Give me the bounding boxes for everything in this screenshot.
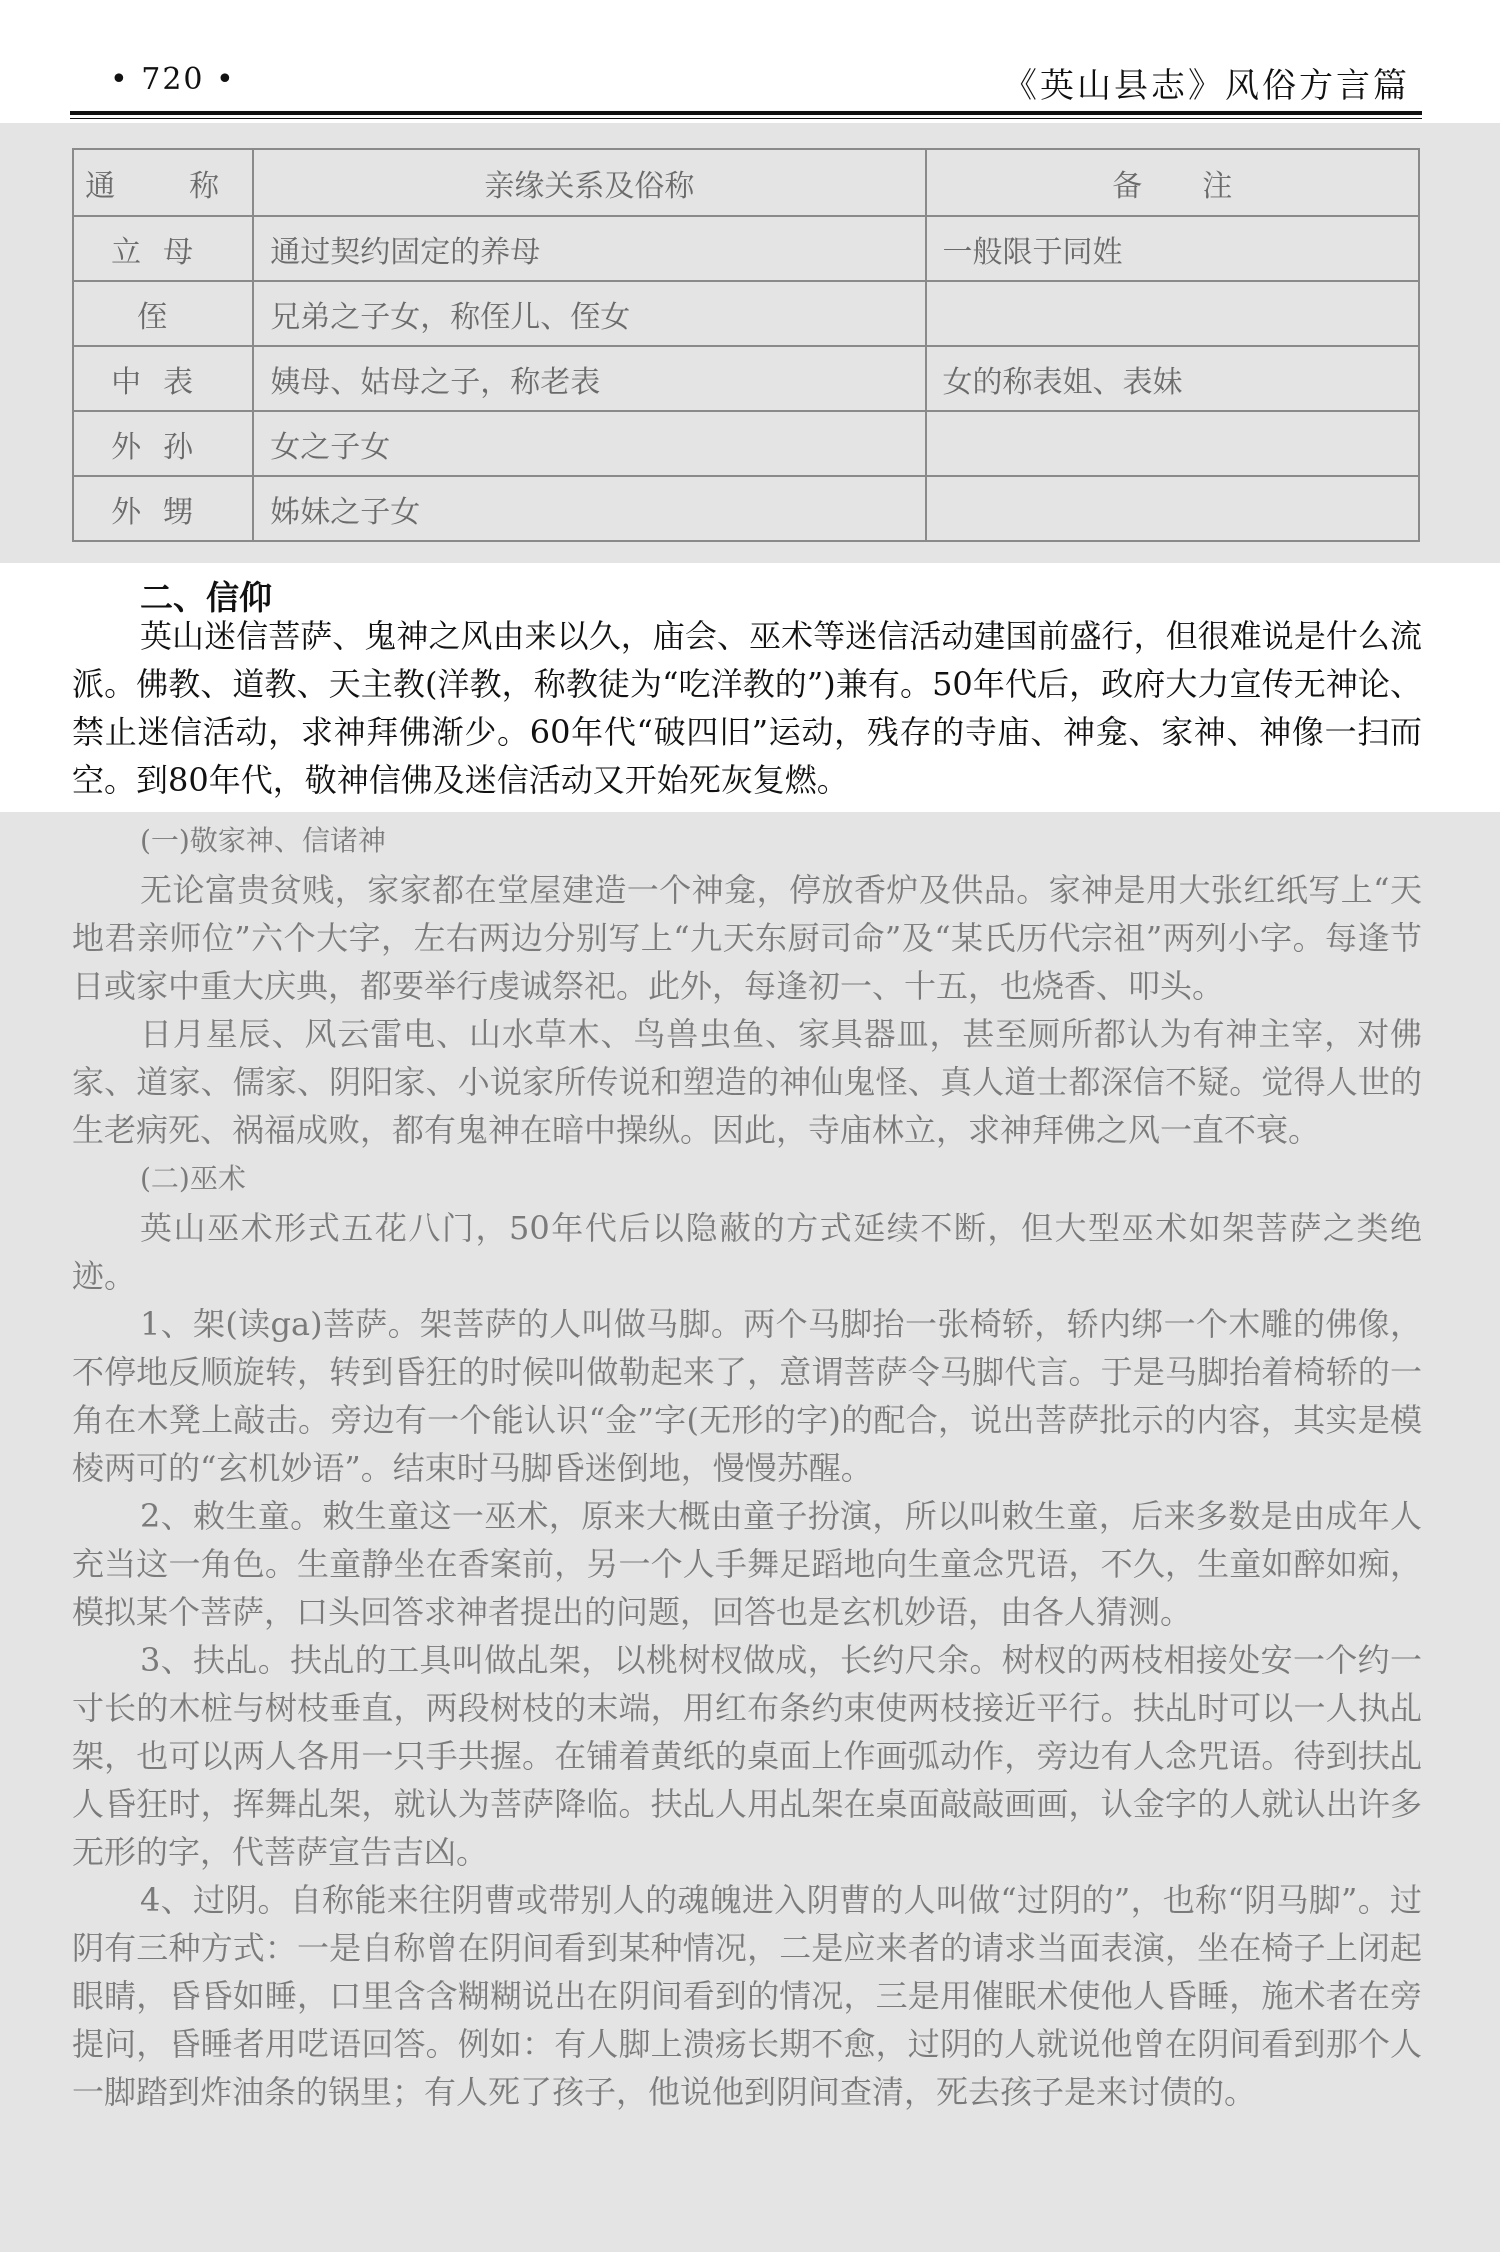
paragraph: 英山巫术形式五花八门，50年代后以隐蔽的方式延续不断，但大型巫术如架菩萨之类绝迹。 (72, 1209, 1422, 1295)
table-cell: 外孙 (73, 411, 253, 476)
paragraph: 1、架(读ga)菩萨。架菩萨的人叫做马脚。两个马脚抬一张椅轿，轿内绑一个木雕的佛像，不停地反顺旋转，转到昏狂的时候叫做勒起来了，意谓菩萨令马脚代言。于是马脚抬着椅轿的一角在木凳上敲击。旁边有一个能认识“金”字(无形的字)的配合，说出菩萨批示的内容，其实是模棱两可的“玄机妙语”。结束时马脚昏迷倒地，慢慢苏醒。 (72, 1305, 1422, 1487)
header-rule-thin (70, 118, 1422, 119)
table-cell: 姊妹之子女 (253, 476, 925, 541)
paragraph: 4、过阴。自称能来往阴曹或带别人的魂魄进入阴曹的人叫做“过阴的”，也称“阴马脚”。过阴有三种方式：一是自称曾在阴间看到某种情况，二是应来者的请求当面表演，坐在椅子上闭起眼睛，昏昏如睡，口里含含糊糊说出在阴间看到的情况，三是用催眠术使他人昏睡，施术者在旁提问，昏睡者用呓语回答。例如：有人脚上溃疡长期不愈，过阴的人就说他曾在阴间看到那个人一脚踏到炸油条的锅里；有人死了孩子，他说他到阴间查清，死去孩子是来讨债的。 (72, 1881, 1422, 2111)
table-cell: 姨母、姑母之子，称老表 (253, 346, 925, 411)
page-number: • 720 • (110, 62, 236, 97)
table-row (73, 411, 1419, 476)
table-row (73, 281, 1419, 346)
table-cell: 女的称表姐、表妹 (926, 346, 1419, 411)
column-header: 备 注 (926, 149, 1419, 216)
table-row (73, 346, 1419, 411)
subsection-title: (一)敬家神、信诸神 (140, 824, 386, 857)
paragraph: 无论富贵贫贱，家家都在堂屋建造一个神龛，停放香炉及供品。家神是用大张红纸写上“天地君亲师位”六个大字，左右两边分别写上“九天东厨司命”及“某氏历代宗祖”两列小字。每逢节日或家中重大庆典，都要举行虔诚祭祀。此外，每逢初一、十五，也烧香、叩头。 (72, 871, 1422, 1005)
column-header: 亲缘关系及俗称 (253, 149, 925, 216)
table-cell (926, 411, 1419, 476)
page-header (70, 52, 1420, 106)
paragraph: 日月星辰、风云雷电、山水草木、鸟兽虫鱼、家具器皿，甚至厕所都认为有神主宰，对佛家、道家、儒家、阴阳家、小说家所传说和塑造的神仙鬼怪、真人道士都深信不疑。觉得人世的生老病死、祸福成败，都有鬼神在暗中操纵。因此，寺庙林立，求神拜佛之风一直不衰。 (72, 1015, 1422, 1149)
running-head: 《英山县志》风俗方言篇 (1003, 66, 1410, 106)
table-cell: 女之子女 (253, 411, 925, 476)
table-cell (926, 476, 1419, 541)
section-body (72, 816, 1422, 2116)
header-rule (70, 111, 1422, 115)
table-cell: 通过契约固定的养母 (253, 216, 925, 281)
table-row (73, 216, 1419, 281)
subsection-title: (二)巫术 (140, 1162, 246, 1195)
table-cell: 兄弟之子女，称侄儿、侄女 (253, 281, 925, 346)
table-cell: 侄 (73, 281, 253, 346)
section-intro (72, 612, 1422, 804)
paragraph: 英山迷信菩萨、鬼神之风由来以久，庙会、巫术等迷信活动建国前盛行，但很难说是什么流派。佛教、道教、天主教(洋教，称教徒为“吃洋教的”)兼有。50年代后，政府大力宣传无神论、禁止迷信活动，求神拜佛渐少。60年代“破四旧”运动，残存的寺庙、神龛、家神、神像一扫而空。到80年代，敬神信佛及迷信活动又开始死灰复燃。 (72, 617, 1422, 799)
table-cell: 一般限于同姓 (926, 216, 1419, 281)
table-row (73, 476, 1419, 541)
paragraph: 2、敕生童。敕生童这一巫术，原来大概由童子扮演，所以叫敕生童，后来多数是由成年人充当这一角色。生童静坐在香案前，另一个人手舞足蹈地向生童念咒语，不久，生童如醉如痴，模拟某个菩萨，口头回答求神者提出的问题，回答也是玄机妙语，由各人猜测。 (72, 1497, 1422, 1631)
table-cell: 外甥 (73, 476, 253, 541)
table-cell: 中表 (73, 346, 253, 411)
kinship-table (72, 148, 1420, 542)
paragraph: 3、扶乩。扶乩的工具叫做乩架，以桃树杈做成，长约尺余。树杈的两枝相接处安一个约一寸长的木桩与树枝垂直，两段树枝的末端，用红布条约束使两枝接近平行。扶乩时可以一人执乩架，也可以两人各用一只手共握。在铺着黄纸的桌面上作画弧动作，旁边有人念咒语。待到扶乩人昏狂时，挥舞乩架，就认为菩萨降临。扶乩人用乩架在桌面敲敲画画，认金字的人就认出许多无形的字，代菩萨宣告吉凶。 (72, 1641, 1422, 1871)
table-cell: 立母 (73, 216, 253, 281)
column-header: 通 称 (73, 149, 253, 216)
table-header-row (73, 149, 1419, 216)
section-title: 二、信仰 (140, 578, 272, 617)
table-cell (926, 281, 1419, 346)
